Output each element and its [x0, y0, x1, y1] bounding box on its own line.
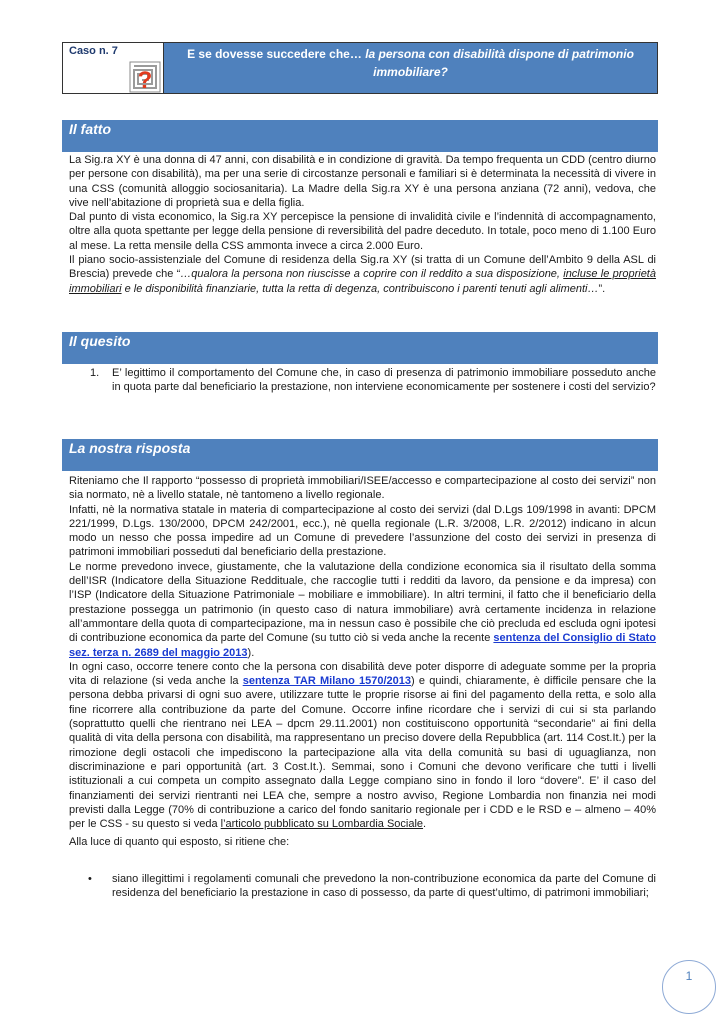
risposta-paragraph: Riteniamo che Il rapporto “possesso di proprietà immobiliari/ISEE/accesso e compartecipazione al costo dei servizi” non sia normato, nè a livello statale, nè tantomeno a livello regionale.: [69, 475, 656, 502]
svg-text:?: ?: [137, 67, 153, 93]
tar-milano-link[interactable]: sentenza TAR Milano 1570/2013: [242, 675, 412, 688]
conclusion-bullet-item: [88, 872, 656, 901]
fatto-paragraph: La Sig.ra XY è una donna di 47 anni, con disabilità e in condizione di gravità. Da tempo frequenta un CDD (centro diurno per persone con disabilità), ma per una serie di circostanze personali e familiari si è determinata la necessità di vivere in una CSS (comunità alloggio sociosanitaria). La Madre della Sig.ra XY è una persona anziana (72 anni), vedova, che vive nell’abitazione di proprietà sua e della figlia.: [69, 154, 656, 209]
risposta-conclusion-intro: Alla luce di quanto qui esposto, si ritiene che:: [69, 836, 290, 849]
section-heading-risposta: La nostra risposta: [62, 439, 658, 471]
section-heading-quesito: Il quesito: [62, 332, 658, 364]
fatto-paragraph: Dal punto di vista economico, la Sig.ra XY percepisce la pensione di invalidità civile e l’indennità di accompagnamento, oltre alla quota spettante per legge della pensione di reversibilità del padre deceduto. In totale, poco meno di 1.100 Euro al mese. La retta mensile della CSS ammonta invece a circa 2.000 Euro.: [69, 211, 656, 252]
case-title-italic: la persona con disabilità dispone di patrimonio immobiliare?: [365, 47, 634, 79]
case-label: Caso n. 7: [69, 45, 118, 57]
case-header: [62, 42, 658, 94]
bullet-text: siano illegittimi i regolamenti comunali che prevedono la non-contribuzione economica da parte del Comune di residenza del beneficiario la prestazione in caso di possesso, da parte di quest’ultimo, di patrimoni immobiliari;: [112, 873, 656, 900]
quesito-list-item: [90, 366, 656, 395]
case-title: [164, 43, 657, 93]
risposta-paragraph: Le norme prevedono invece, giustamente, che la valutazione della condizione economica sia il risultato della somma dell’ISR (Indicatore della Situazione Reddituale, che raccoglie tutti i redditi da lavoro, da pensione e da impresa) con l’ISP (Indicatore della Situazione Patrimoniale – mobiliare e immobiliare). In altri termini, il fatto che il beneficiario della prestazione possegga un patrimonio (in questo caso di natura immobiliare) avrà certamente incidenza in relazione all’ammontare della quota di compartecipazione, ma in nessun caso è possibile che ciò precluda ed escluda ogni ipotesi di contribuzione economica da parte del Comune (su tutto ciò si veda anche la recente sentenza del Consiglio di Stato sez. terza n. 2689 del maggio 2013).: [69, 560, 657, 659]
quesito-text: E’ legittimo il comportamento del Comune che, in caso di presenza di patrimonio immobiliare posseduto anche in quota parte dal beneficiario la prestazione, non interviene economicamente per sostenere i costi del servizio?: [112, 367, 656, 394]
risposta-paragraph: In ogni caso, occorre tenere conto che la persona con disabilità deve poter disporre di adeguate somme per la propria vita di relazione (si veda anche la sentenza TAR Milano 1570/2013) e quindi, chiaramente, è difficile pensare che la persona debba privarsi di ogni suo avere, utilizzare tutte le proprie risorse ai fini del pagamento della retta, e solo alla fine ricorrere alla contribuzione da parte del Comune. Occorre infine ricordare che i servizi di cui si sta parlando (soprattutto quelli che rientrano nei LEA – dpcm 29.11.2001) non costituiscono opportunità “secondarie” ai fini della qualità di vita della persona con disabilità, ma rappresentano un preciso dovere della Repubblica (art. 114 Cost.It.) per la rimozione degli ostacoli che impediscono la partecipazione alla vita della comunità su basi di uguaglianza, non discriminazione e pari opportunità (art. 3 Cost.It.). Semmai, sono i Comuni che devono verificare che tutti i livelli istituzionali a cui competa un compito assegnato dalla Legge compiano sino in fondo il loro “dovere”. E’ il caso del finanziamenti dei servizi rientranti nei LEA che, sempre a nostro avviso, Regione Lombardia non finanzia nei modi previsti dalla Legge (70% di contribuzione a carico del fondo sanitario regionale per i CDD e le RSD e – almeno – 40% per le CSS - su questo si veda l’articolo pubblicato su Lombardia Sociale.: [69, 660, 656, 831]
maze-question-icon: [129, 61, 161, 93]
fatto-body: [69, 153, 656, 296]
lombardia-sociale-link[interactable]: l’articolo pubblicato su Lombardia Sociale: [220, 818, 424, 831]
bullet-icon: •: [88, 873, 92, 885]
case-number-cell: [63, 43, 164, 93]
fatto-paragraph: Il piano socio-assistenziale del Comune di residenza della Sig.ra XY (si tratta di un Comune dell’Ambito 9 della ASL di Brescia) prevede che “…qualora la persona non riuscisse a coprire con il reddito a sua disposizione, incluse le proprietà immobiliari e le disponibilità finanziarie, tutta la retta di degenza, contribuiscono i parenti tenuti agli alimenti…”.: [69, 254, 656, 295]
consiglio-stato-link[interactable]: sentenza del Consiglio di Stato sez. terza n. 2689 del maggio 2013: [69, 632, 657, 659]
risposta-body: [69, 474, 656, 850]
section-heading-fatto: Il fatto: [62, 120, 658, 152]
risposta-paragraph: Infatti, nè la normativa statale in materia di compartecipazione al costo dei servizi (dal D.Lgs 109/1998 in avanti: DPCM 221/1999, D.Lgs. 130/2000, DPCM 242/2001, ecc.), nè quella regionale (L.R. 3/2008, L.R. 2/2012) indicano in alcun modo un nesso che possa impedire ad un Comune di prevedere l’assunzione del costo dei servizi in presenza di patrimoni immobiliari posseduti dal beneficiario della prestazione.: [69, 503, 656, 559]
underlined-phrase: incluse le proprietà immobiliari: [69, 268, 656, 295]
page-number-badge: [662, 960, 716, 1014]
list-number: 1.: [90, 367, 100, 379]
case-title-plain: E se dovesse succedere che…: [187, 47, 366, 61]
page-number: 1: [685, 969, 693, 983]
